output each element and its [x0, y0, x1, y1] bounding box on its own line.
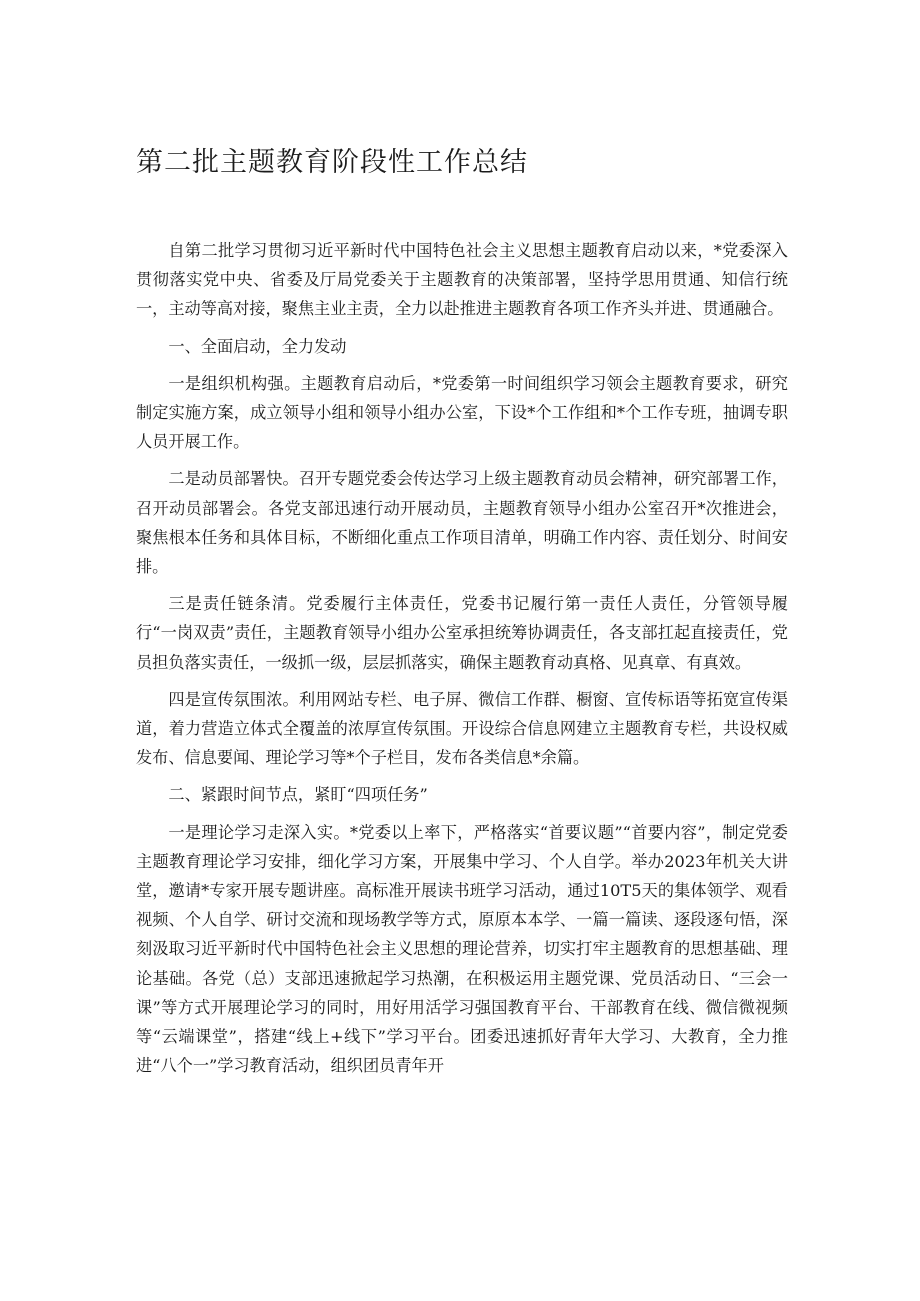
paragraph-responsibility: 三是责任链条清。党委履行主体责任，党委书记履行第一责任人责任，分管领导履行“一岗双责”责任，主题教育领导小组办公室承担统筹协调责任，各支部扛起直接责任，党员担负落实责任，一级抓一级，层层抓落实，确保主题教育动真格、见真章、有真效。	[136, 594, 788, 672]
paragraph-publicity: 四是宣传氛围浓。利用网站专栏、电子屏、微信工作群、橱窗、宣传标语等拓宽宣传渠道，着力营造立体式全覆盖的浓厚宣传氛围。开设综合信息网建立主题教育专栏，共设权威发布、信息要闻、理论学习等*个子栏目，发布各类信息*余篇。	[136, 689, 788, 768]
document-title: 第二批主题教育阶段性工作总结	[136, 147, 528, 178]
paragraph-theory-study: 一是理论学习走深入实。*党委以上率下，严格落实“首要议题”“首要内容”，制定党委主题教育理论学习安排，细化学习方案，开展集中学习、个人自学。举办2023年机关大讲堂，邀请*专家开展专题讲座。高标准开展读书班学习活动，通过10T5天的集体领学、观看视频、个人自学、研讨交流和现场教学等方式，原原本本学、一篇一篇读、逐段逐句悟，深刻汲取习近平新时代中国特色社会主义思想的理论营养，切实打牢主题教育的思想基础、理论基础。各党（总）支部迅速掀起学习热潮，在积极运用主题党课、党员活动日、“三会一课”等方式开展理论学习的同时，用好用活学习强国教育平台、干部教育在线、微信微视频等“云端课堂”，搭建“线上+线下”学习平台。团委迅速抓好青年大学习、大教育，全力推进“八个一”学习教育活动，组织团员青年开	[136, 822, 788, 1076]
paragraph-organization: 一是组织机构强。主题教育启动后，*党委第一时间组织学习领会主题教育要求，研究制定实施方案，成立领导小组和领导小组办公室，下设*个工作组和*个工作专班，抽调专职人员开展工作。	[136, 373, 788, 452]
intro-paragraph: 自第二批学习贯彻习近平新时代中国特色社会主义思想主题教育启动以来，*党委深入贯彻落实党中央、省委及厅局党委关于主题教育的决策部署，坚持学思用贯通、知信行统一，主动等高对接，聚焦主业主责，全力以赴推进主题教育各项工作齐头并进、贯通融合。	[136, 241, 788, 319]
document-body	[136, 236, 788, 1088]
section-heading-1: 一、全面启动，全力发动	[168, 336, 347, 356]
section-heading-2: 二、紧跟时间节点，紧盯“四项任务”	[168, 785, 428, 805]
paragraph-mobilization: 二是动员部署快。召开专题党委会传达学习上级主题教育动员会精神，研究部署工作，召开动员部署会。各党支部迅速行动开展动员，主题教育领导小组办公室召开*次推进会，聚焦根本任务和具体目标，不断细化重点工作项目清单，明确工作内容、责任划分、时间安排。	[136, 469, 788, 577]
